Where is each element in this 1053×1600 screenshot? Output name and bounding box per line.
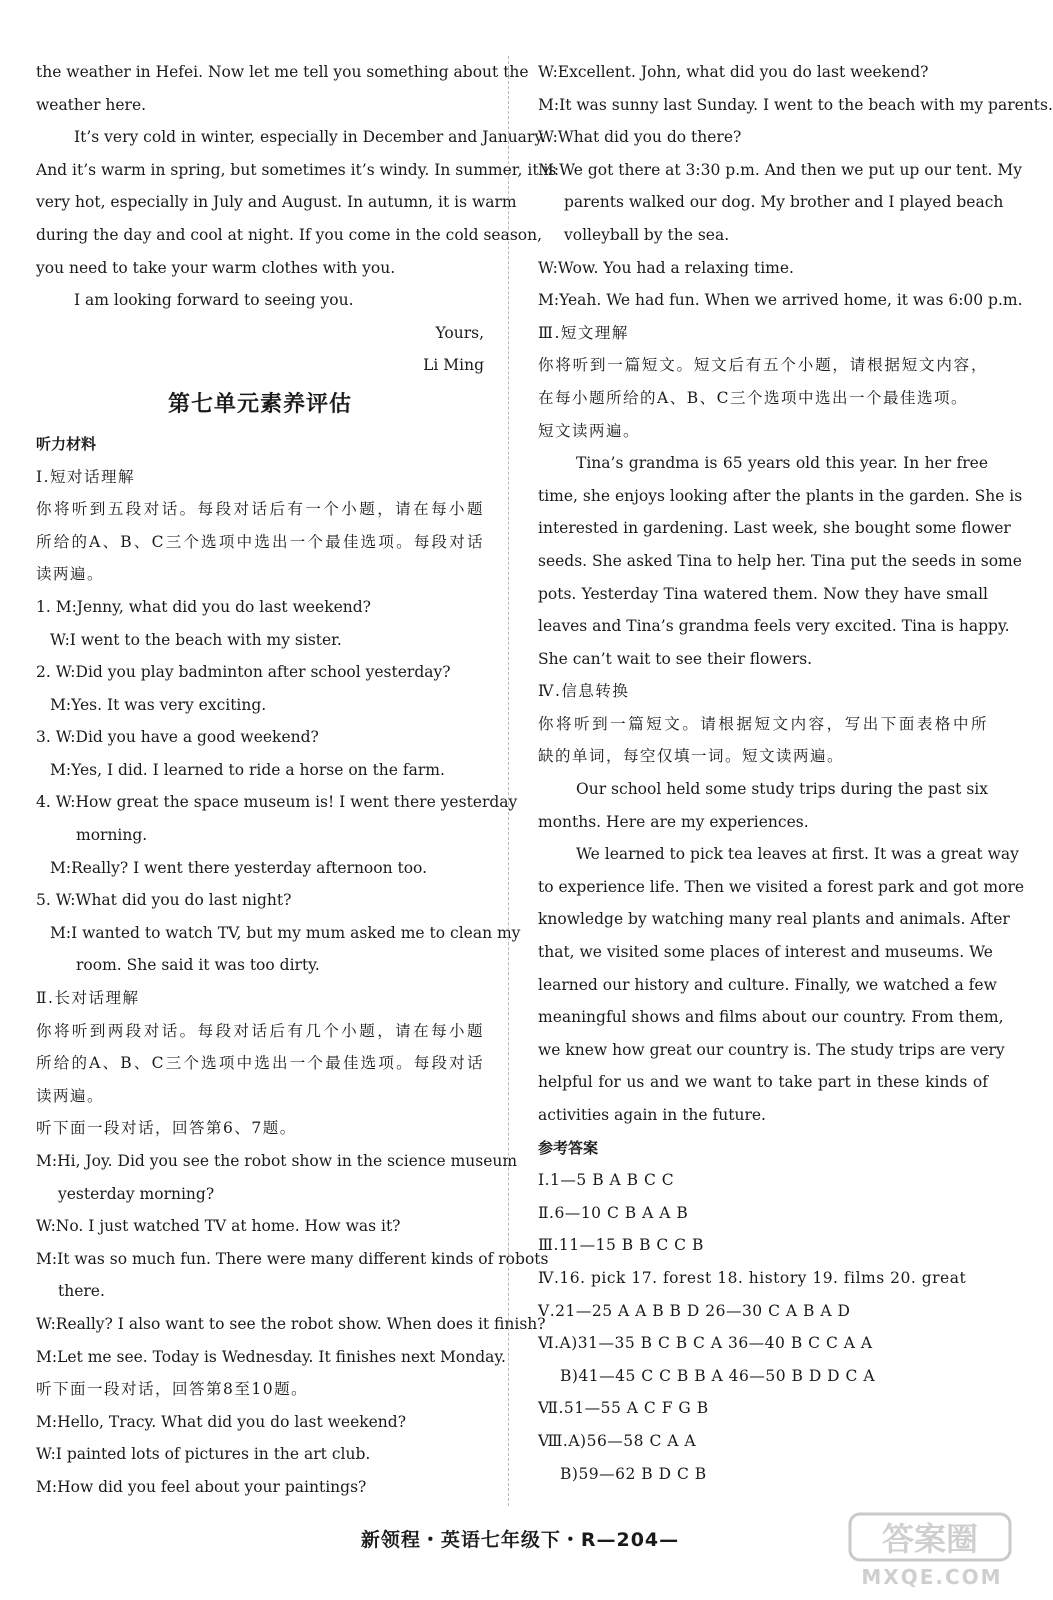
passage-line: Our school held some study trips during the past six	[576, 780, 988, 799]
dialog-line: M:Yeah. We had fun. When we arrived home, it was 6:00 p.m.	[538, 291, 1023, 310]
dialog-line: M:Hi, Joy. Did you see the robot show in the science museum	[36, 1152, 518, 1170]
letter-line: during the day and cool at night. If you come in the cold season,	[36, 225, 543, 244]
section-title: Ⅱ.长对话理解	[36, 989, 140, 1008]
instruction-line: 你将听到五段对话。每段对话后有一个小题，请在每小题	[36, 500, 484, 519]
letter-sign-off: Yours,	[435, 323, 484, 342]
answer-line: Ⅵ.A)31—35 B C B C A 36—40 B C C A A	[538, 1334, 873, 1353]
dialog-line: room. She said it was too dirty.	[76, 956, 320, 975]
passage-line: interested in gardening. Last week, she bought some flower	[538, 519, 1011, 538]
passage-line: She can’t wait to see their flowers.	[538, 649, 813, 668]
letter-line: I am looking forward to seeing you.	[74, 291, 354, 310]
section-title: Ⅰ.短对话理解	[36, 467, 136, 486]
dialog-line: M:Really? I went there yesterday afternoon too.	[50, 858, 428, 877]
dialog-line: W:What did you do there?	[538, 128, 742, 147]
dialog-line: volleyball by the sea.	[564, 225, 730, 244]
instruction-line: 所给的A、B、C三个选项中选出一个最佳选项。每段对话	[36, 1054, 484, 1073]
dialog-line: W:I went to the beach with my sister.	[50, 630, 342, 649]
answer-line: Ⅶ.51—55 A C F G B	[538, 1399, 709, 1418]
dialog-line: 5. W:What did you do last night?	[36, 891, 292, 910]
passage-line: learned our history and culture. Finally, we watched a few	[538, 975, 997, 994]
dialog-line: 4. W:How great the space museum is! I went there yesterday	[36, 793, 518, 812]
letter-line: the weather in Hefei. Now let me tell you something about the	[36, 63, 529, 81]
passage-line: meaningful shows and films about our country. From them,	[538, 1008, 1004, 1027]
instruction-line: 在每小题所给的A、B、C三个选项中选出一个最佳选项。	[538, 388, 968, 407]
dialog-line: 2. W:Did you play badminton after school yesterday?	[36, 663, 451, 682]
passage-line: pots. Yesterday Tina watered them. Now they have small	[538, 584, 988, 603]
letter-line: very hot, especially in July and August. In autumn, it is warm	[36, 193, 517, 212]
answer-line: Ⅱ.6—10 C B A A B	[538, 1203, 689, 1222]
page-footer: 新领程・英语七年级下・R—204—	[360, 1529, 680, 1551]
dialog-line: yesterday morning?	[58, 1184, 215, 1203]
answer-line: Ⅷ.A)56—58 C A A	[538, 1431, 697, 1450]
section-title: Ⅳ.信息转换	[538, 682, 630, 701]
answer-line: Ⅳ.16. pick 17. forest 18. history 19. films 20. great	[538, 1268, 967, 1287]
letter-line: weather here.	[36, 95, 147, 114]
dialog-line: morning.	[76, 826, 148, 845]
right-column	[538, 56, 1053, 1490]
dialog-line: M:It was sunny last Sunday. I went to the beach with my parents.	[538, 95, 1053, 114]
dialog-line: M:Let me see. Today is Wednesday. It finishes next Monday.	[36, 1347, 506, 1366]
answer-line: B)59—62 B D C B	[560, 1464, 707, 1483]
dialog-line: 1. M:Jenny, what did you do last weekend?	[36, 597, 371, 616]
dialog-line: 3. W:Did you have a good weekend?	[36, 728, 319, 747]
dialog-line: W:No. I just watched TV at home. How was it?	[36, 1217, 401, 1236]
passage-line: we knew how great our country is. The study trips are very	[538, 1040, 1005, 1059]
dialog-line: M:Yes. It was very exciting.	[50, 695, 267, 714]
dialog-line: M:Hello, Tracy. What did you do last weekend?	[36, 1412, 407, 1431]
dialog-line: W:Wow. You had a relaxing time.	[538, 258, 794, 277]
dialog-line: M:How did you feel about your paintings?	[36, 1477, 367, 1496]
passage-line: activities again in the future.	[538, 1106, 766, 1124]
passage-line: that, we visited some places of interest and museums. We	[538, 943, 993, 962]
column-divider	[508, 56, 509, 1506]
dialog-line: M:Yes, I did. I learned to ride a horse on the farm.	[50, 760, 445, 779]
passage-line: Tina’s grandma is 65 years old this year. In her free	[576, 454, 988, 473]
passage-line: time, she enjoys looking after the plants in the garden. She is	[538, 486, 1023, 505]
listening-heading: 听力材料	[36, 434, 97, 453]
answer-line: Ⅴ.21—25 A A B B D 26—30 C A B A D	[538, 1301, 851, 1320]
dialog-line: W:Excellent. John, what did you do last weekend?	[538, 63, 929, 81]
instruction-line: 你将听到两段对话。每段对话后有几个小题，请在每小题	[36, 1021, 484, 1040]
dialog-line: M:We got there at 3:30 p.m. And then we put up our tent. My	[538, 160, 1023, 179]
instruction-line: 读两遍。	[36, 565, 105, 584]
instruction-line: 你将听到一篇短文。短文后有五个小题，请根据短文内容，	[538, 356, 988, 375]
dialog-intro: 听下面一段对话，回答第6、7题。	[36, 1119, 297, 1138]
instruction-line: 读两遍。	[36, 1086, 105, 1105]
dialog-line: W:Really? I also want to see the robot show. When does it finish?	[36, 1314, 546, 1333]
instruction-line: 短文读两遍。	[538, 421, 641, 440]
answer-line: Ⅰ.1—5 B A B C C	[538, 1171, 675, 1190]
svg-text:MXQE.COM: MXQE.COM	[861, 1565, 1003, 1589]
passage-line: months. Here are my experiences.	[538, 812, 809, 831]
dialog-line: M:I wanted to watch TV, but my mum asked me to clean my	[50, 923, 521, 942]
answer-line: Ⅲ.11—15 B B C C B	[538, 1236, 704, 1255]
answer-line: B)41—45 C C B B A 46—50 B D D C A	[560, 1366, 876, 1385]
instruction-line: 你将听到一篇短文。请根据短文内容，写出下面表格中所	[538, 714, 988, 733]
passage-line: seeds. She asked Tina to help her. Tina put the seeds in some	[538, 551, 1022, 570]
instruction-line: 所给的A、B、C三个选项中选出一个最佳选项。每段对话	[36, 532, 484, 551]
dialog-line: there.	[58, 1282, 105, 1301]
section-title: Ⅲ.短文理解	[538, 323, 629, 342]
dialog-line: parents walked our dog. My brother and I played beach	[564, 193, 1004, 212]
dialog-line: W:I painted lots of pictures in the art club.	[36, 1445, 371, 1464]
letter-signature: Li Ming	[423, 356, 484, 375]
unit-title: 第七单元素养评估	[167, 391, 352, 417]
passage-line: leaves and Tina’s grandma feels very excited. Tina is happy.	[538, 617, 1010, 636]
dialog-intro: 听下面一段对话，回答第8至10题。	[36, 1380, 309, 1399]
instruction-line: 缺的单词，每空仅填一词。短文读两遍。	[538, 747, 845, 766]
passage-line: helpful for us and we want to take part in these kinds of	[538, 1073, 988, 1092]
watermark-logo	[842, 1510, 1022, 1590]
svg-text:答案圈: 答案圈	[881, 1520, 979, 1558]
passage-line: to experience life. Then we visited a forest park and got more	[538, 877, 1025, 896]
left-column	[36, 56, 557, 1504]
letter-line: And it’s warm in spring, but sometimes it’s windy. In summer, it is	[36, 160, 557, 179]
dialog-line: M:It was so much fun. There were many different kinds of robots	[36, 1249, 549, 1268]
letter-line: you need to take your warm clothes with you.	[36, 258, 396, 277]
passage-line: knowledge by watching many real plants and animals. After	[538, 910, 1010, 929]
passage-line: We learned to pick tea leaves at first. It was a great way	[576, 845, 1019, 864]
letter-line: It’s very cold in winter, especially in December and January.	[74, 128, 546, 147]
answers-heading: 参考答案	[538, 1138, 599, 1157]
